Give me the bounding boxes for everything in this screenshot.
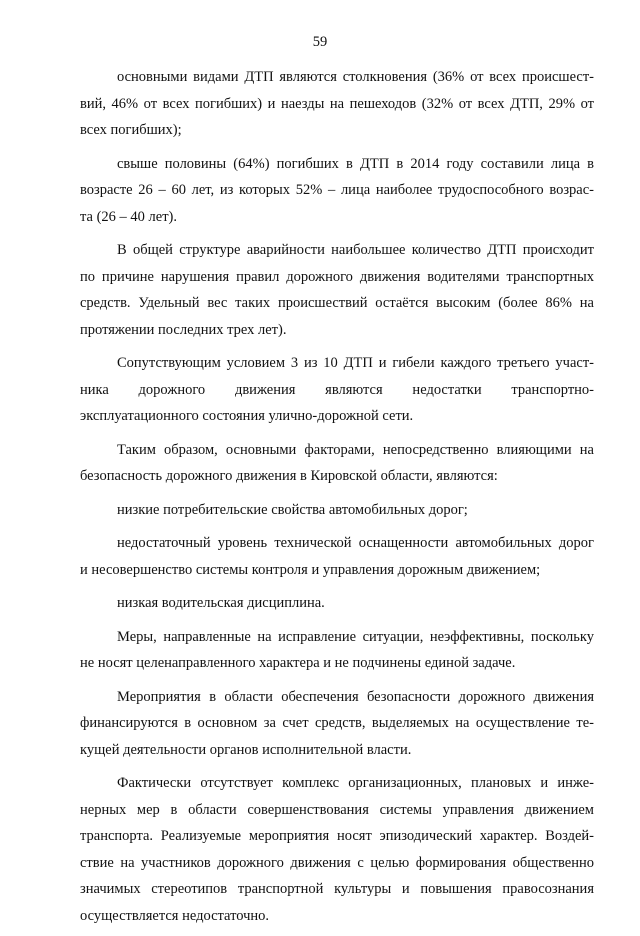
- text-line: транспорта. Реализуемые мероприятия носят эпизодический характер. Воздей-: [80, 828, 594, 844]
- text-line: эксплуатационного состояния улично-дорожной сети.: [80, 408, 414, 424]
- paragraph-p6: [80, 497, 594, 524]
- text-line: средств. Удельный вес таких происшествий остаётся высоким (более 86% на: [80, 295, 594, 311]
- text-line: низкие потребительские свойства автомобильных дорог;: [117, 501, 468, 518]
- paragraph-p2: [80, 151, 594, 231]
- paragraph-p1: [80, 64, 594, 144]
- text-line: ствие на участников дорожного движения с целью формирования общественно: [80, 854, 594, 871]
- text-line: всех погибших);: [80, 122, 182, 138]
- paragraph-p11: [80, 770, 594, 929]
- paragraph-p7: [80, 530, 594, 583]
- paragraph-p9: [80, 624, 594, 677]
- text-line: Сопутствующим условием 3 из 10 ДТП и гибели каждого третьего участ-: [117, 355, 594, 371]
- text-line: В общей структуре аварийности наибольшее количество ДТП происходит: [117, 242, 594, 258]
- body-text: [80, 64, 594, 936]
- text-line: Таким образом, основными факторами, непосредственно влияющими на: [117, 441, 594, 458]
- paragraph-p10: [80, 684, 594, 764]
- text-line: по причине нарушения правил дорожного движения водителями транспортных: [80, 268, 594, 285]
- text-line: кущей деятельности органов исполнительной власти.: [80, 741, 412, 758]
- paragraph-p4: [80, 350, 594, 430]
- paragraph-p3: [80, 237, 594, 343]
- text-line: свыше половины (64%) погибших в ДТП в 2014 году составили лица в: [117, 155, 594, 172]
- paragraph-p5: [80, 437, 594, 490]
- text-line: не носят целенаправленного характера и не подчинены единой задаче.: [80, 655, 516, 671]
- text-line: осуществляется недостаточно.: [80, 907, 270, 924]
- text-line: финансируются в основном за счет средств, выделяемых на осуществление те-: [80, 715, 594, 731]
- text-line: низкая водительская дисциплина.: [117, 595, 325, 611]
- text-line: протяжении последних трех лет).: [80, 321, 287, 338]
- text-line: безопасность дорожного движения в Кировской области, являются:: [80, 468, 498, 484]
- text-line: возрасте 26 – 60 лет, из которых 52% – лица наиболее трудоспособного возрас-: [80, 182, 594, 198]
- text-line: недостаточный уровень технической оснащенности автомобильных дорог: [117, 535, 594, 551]
- text-line: основными видами ДТП являются столкновения (36% от всех происшест-: [117, 69, 594, 85]
- text-line: Фактически отсутствует комплекс организационных, плановых и инже-: [117, 775, 594, 791]
- text-line: вий, 46% от всех погибших) и наезды на пешеходов (32% от всех ДТП, 29% от: [80, 95, 594, 112]
- text-line: нерных мер в области совершенствования системы управления движением: [80, 801, 594, 818]
- text-line: Меры, направленные на исправление ситуации, неэффективны, поскольку: [117, 628, 594, 645]
- paragraph-p8: [80, 590, 594, 617]
- text-line: Мероприятия в области обеспечения безопасности дорожного движения: [117, 688, 594, 705]
- text-line: та (26 – 40 лет).: [80, 208, 177, 225]
- text-line: ника дорожного движения являются недостатки транспортно-: [80, 381, 594, 398]
- text-line: значимых стереотипов транспортной культуры и повышения правосознания: [80, 881, 594, 897]
- text-line: и несовершенство системы контроля и управления дорожным движением;: [80, 561, 541, 578]
- page-number: 59: [312, 34, 328, 50]
